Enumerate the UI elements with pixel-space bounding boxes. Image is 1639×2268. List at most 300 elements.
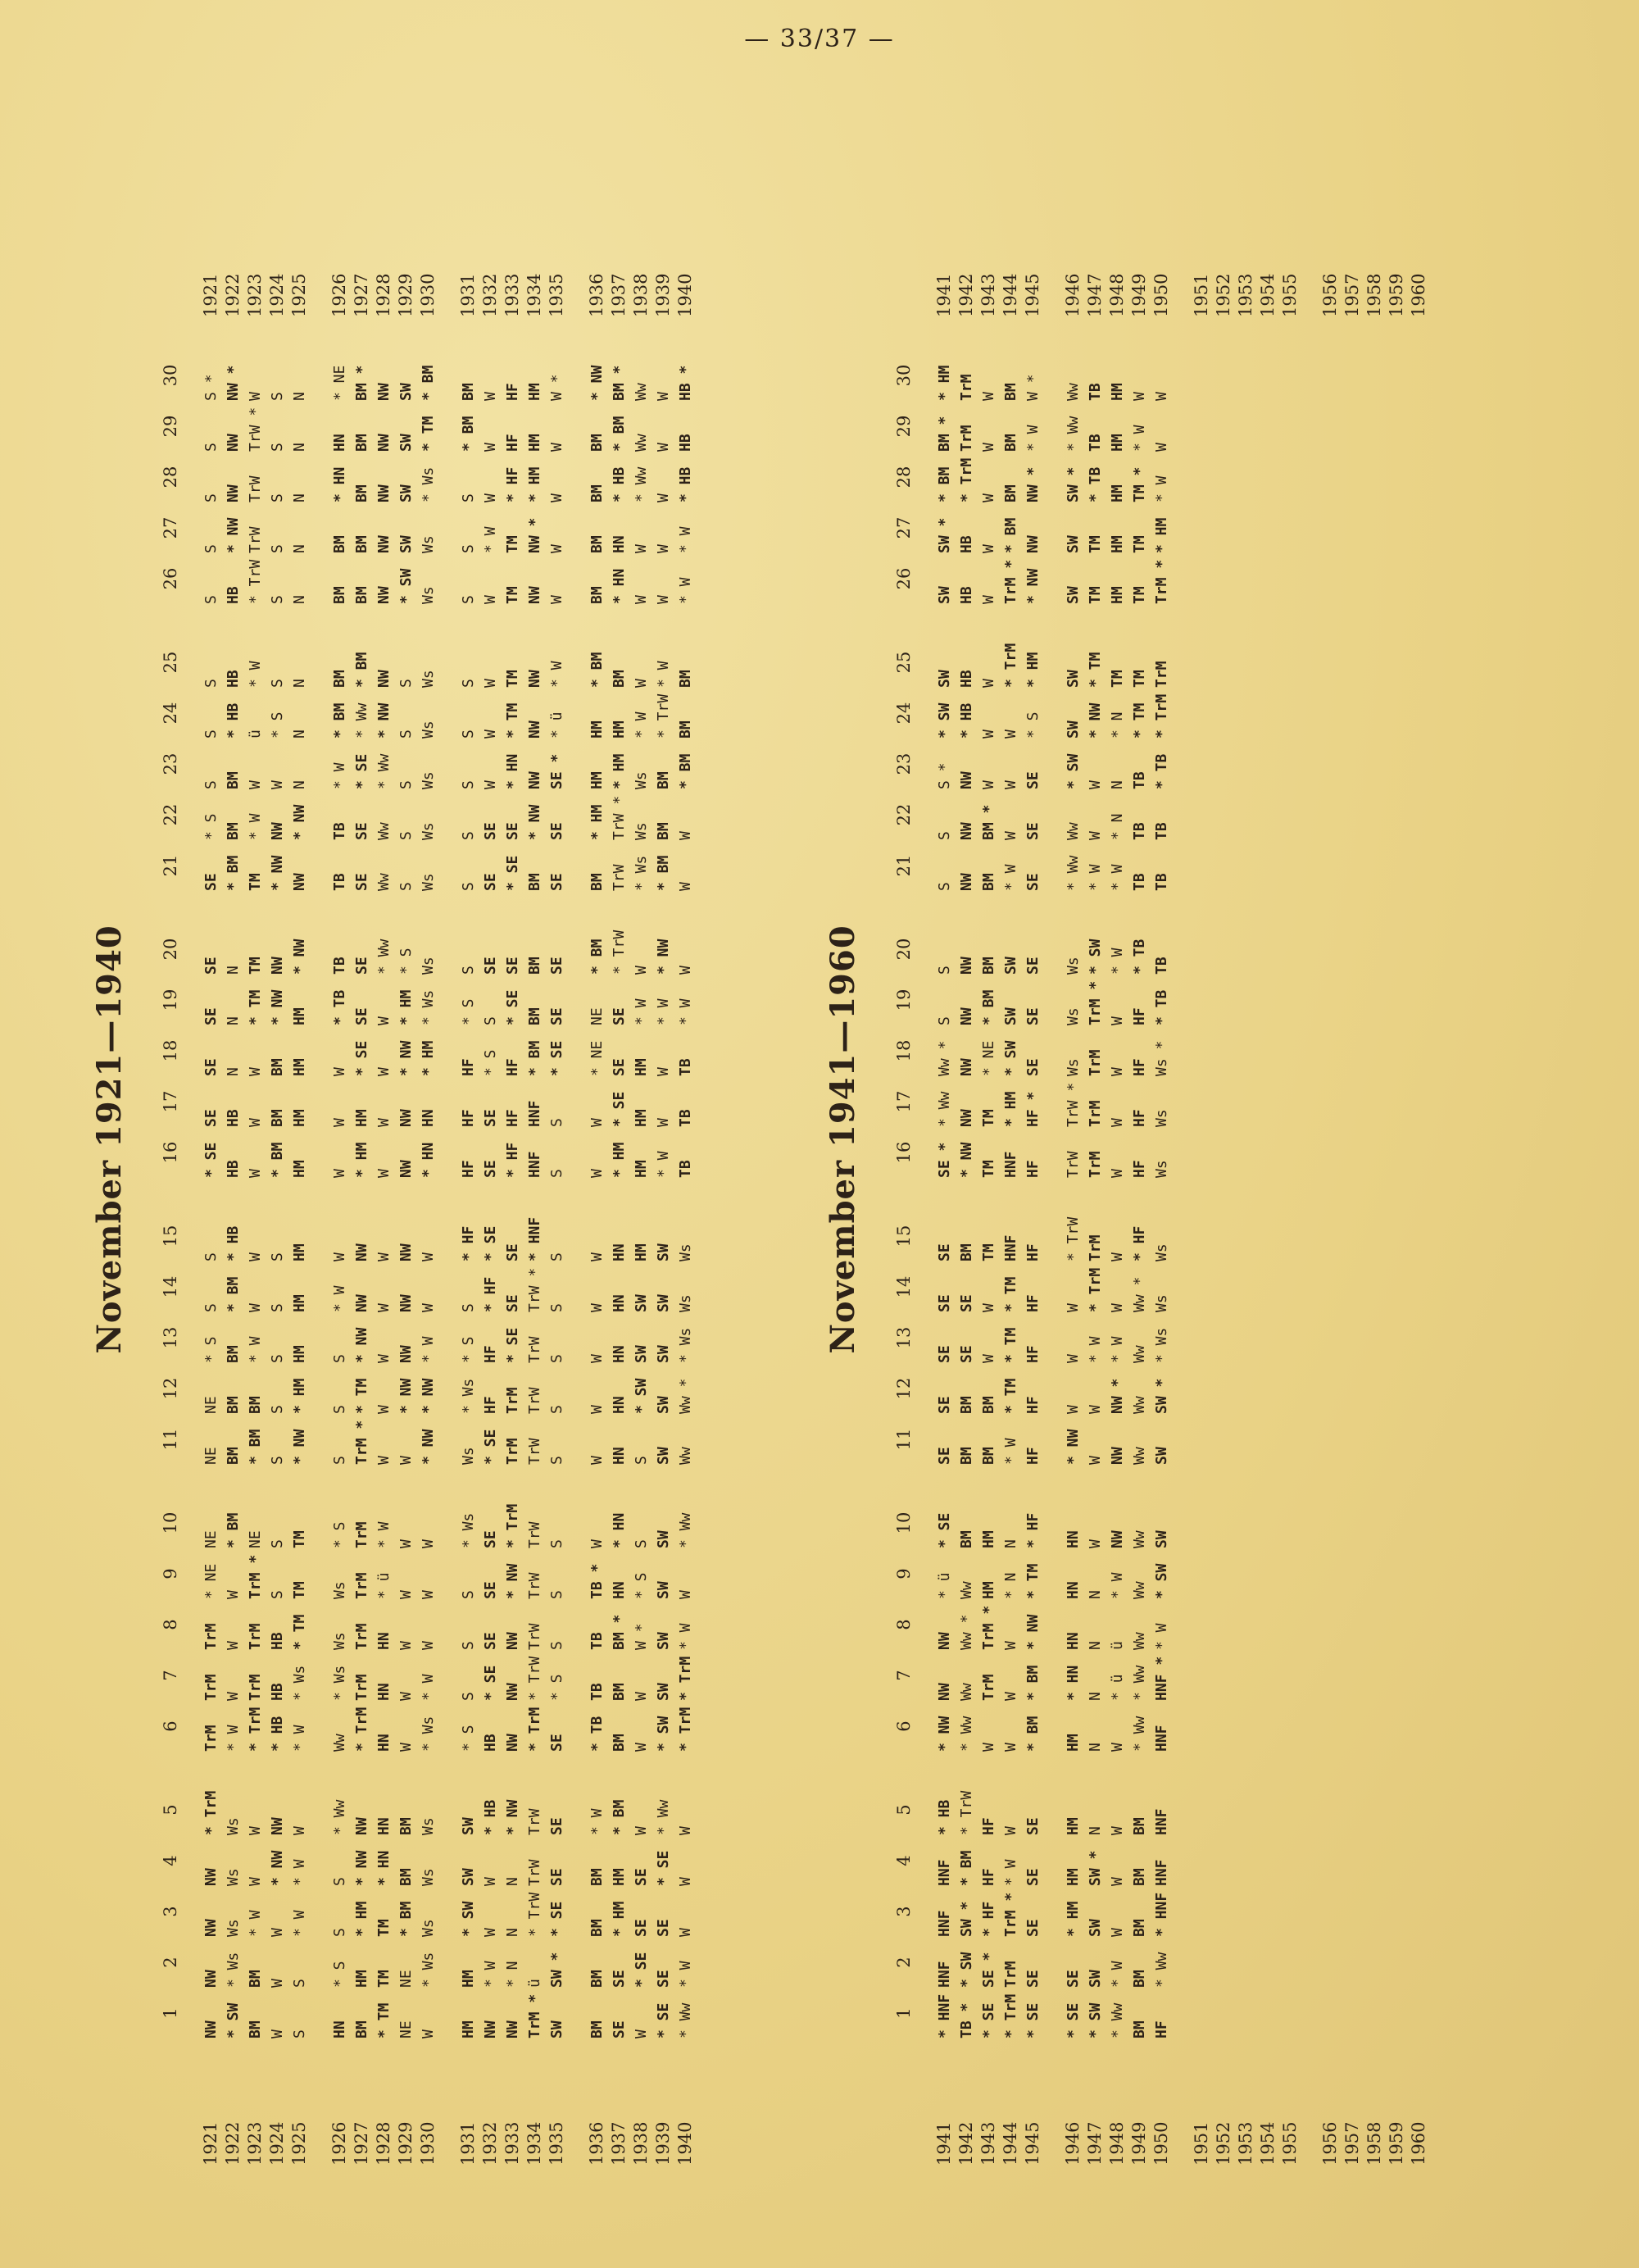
weather-type-cell: * NW: [504, 1563, 521, 1599]
day-header: 3: [161, 1906, 180, 1917]
day-header: 4: [161, 1855, 180, 1866]
weather-type-cell: [1386, 739, 1408, 789]
weather-type-cell: TrM *: [1002, 1892, 1019, 1937]
weather-type-cell: [1279, 1076, 1301, 1127]
weather-type-cell: BM: [611, 1683, 628, 1701]
weather-type-cell: [1319, 637, 1342, 688]
weather-type-cell: Ww: [1131, 1530, 1148, 1548]
column-gap: [674, 604, 697, 637]
day-header: 4: [894, 1855, 914, 1866]
weather-type-cell: Ws: [1153, 1109, 1170, 1127]
weather-type-cell: [1191, 1988, 1213, 2038]
weather-type-cell: [1191, 1211, 1213, 1261]
column-gap: [244, 891, 266, 924]
weather-type-cell: S: [548, 1456, 565, 1465]
weather-type-cell: [1279, 1701, 1301, 1752]
column-gap: [978, 1178, 1000, 1211]
weather-type-cell: W: [331, 1252, 348, 1261]
weather-type-cell: [1279, 502, 1301, 553]
weather-type-cell: [1213, 1548, 1235, 1599]
weather-type-cell: [1386, 1127, 1408, 1178]
weather-type-cell: S: [331, 1456, 348, 1465]
column-gap: [160, 604, 182, 637]
weather-type-cell: NW: [504, 1734, 521, 1752]
weather-type-cell: N: [1087, 1826, 1104, 1835]
weather-type-cell: Ws: [420, 1817, 437, 1835]
column-gap: [457, 1752, 479, 1784]
year-label-right: 1926: [329, 273, 349, 317]
weather-type-cell: * TM: [1024, 1563, 1042, 1599]
weather-type-cell: * NW: [1024, 568, 1042, 604]
weather-type-cell: [1364, 688, 1386, 739]
weather-type-cell: [1213, 1261, 1235, 1312]
column-gap: [1022, 1465, 1044, 1498]
weather-type-cell: BM: [331, 535, 348, 553]
group-spacer-cell: [915, 2038, 933, 2172]
weather-type-cell: HM: [291, 1243, 308, 1261]
weather-type-cell: BM: [980, 1447, 997, 1465]
column-gap: [1022, 1752, 1044, 1784]
day-header: 30: [161, 364, 180, 387]
column-gap: [1084, 604, 1106, 637]
weather-type-cell: BM: [526, 1007, 543, 1025]
weather-type-cell: HB: [677, 434, 694, 452]
weather-type-cell: * BM: [958, 1850, 975, 1886]
weather-type-cell: HF: [460, 1109, 477, 1127]
column-gap: [479, 604, 502, 637]
weather-type-cell: SE: [353, 873, 370, 891]
column-gap: [288, 604, 311, 637]
weather-type-cell: W: [588, 1303, 606, 1312]
weather-type-cell: [1386, 637, 1408, 688]
year-row: [1386, 219, 1408, 2172]
weather-type-cell: BM: [225, 771, 242, 789]
weather-type-cell: [1386, 1988, 1408, 2038]
weather-type-cell: BM: [353, 2020, 370, 2038]
header-spacer: [160, 2038, 182, 2172]
weather-type-cell: W: [633, 595, 650, 604]
column-gap: [1213, 1752, 1235, 1784]
column-gap: [933, 604, 956, 637]
weather-type-cell: * Ww: [655, 1799, 672, 1835]
weather-type-cell: [1235, 1599, 1257, 1650]
weather-type-cell: * W: [655, 1151, 672, 1178]
weather-type-cell: [1213, 1886, 1235, 1937]
weather-type-cell: SW: [655, 1683, 672, 1701]
weather-type-cell: * W: [1153, 475, 1170, 502]
weather-type-cell: SE: [482, 1530, 499, 1548]
weather-type-cell: NE: [588, 1007, 606, 1025]
weather-type-cell: S: [460, 1590, 477, 1599]
weather-type-cell: [1213, 1363, 1235, 1414]
day-header: 17: [161, 1090, 180, 1113]
weather-type-cell: [1191, 1312, 1213, 1363]
day-header: 23: [894, 752, 914, 775]
weather-type-cell: * BM: [397, 1901, 415, 1937]
weather-type-cell: W: [980, 544, 997, 553]
weather-type-cell: TrW: [611, 864, 628, 891]
weather-type-cell: [1257, 1261, 1279, 1312]
weather-type-cell: SE: [482, 1581, 499, 1599]
weather-type-cell: * TrW: [958, 1790, 975, 1835]
weather-type-cell: NW: [958, 1058, 975, 1076]
year-label: 1934: [524, 2121, 544, 2166]
year-row: [373, 219, 395, 2172]
weather-type-cell: BM: [655, 771, 672, 789]
weather-type-cell: [1386, 975, 1408, 1025]
weather-type-cell: * HB: [936, 1799, 953, 1835]
weather-type-cell: [1386, 1312, 1408, 1363]
weather-type-cell: * TB: [1131, 939, 1148, 975]
weather-type-cell: BM: [1131, 1970, 1148, 1988]
weather-type-cell: BM: [353, 535, 370, 553]
weather-type-cell: * W: [375, 1521, 393, 1548]
weather-type-cell: * W: [677, 577, 694, 604]
weather-type-cell: HM: [1109, 535, 1126, 553]
column-gap: [244, 604, 266, 637]
weather-type-cell: NW *: [1024, 466, 1042, 502]
day-header: 26: [161, 567, 180, 590]
weather-type-cell: BM: [588, 1868, 606, 1886]
group-spacer: [1044, 219, 1062, 2172]
weather-type-cell: * NW: [269, 989, 286, 1025]
weather-type-cell: [1342, 975, 1364, 1025]
weather-type-cell: SE: [504, 957, 521, 975]
weather-type-cell: HNF: [526, 1151, 543, 1178]
weather-type-cell: [1386, 1548, 1408, 1599]
weather-type-cell: [1191, 739, 1213, 789]
weather-type-cell: * W: [548, 661, 565, 688]
weather-type-cell: * NW: [291, 1429, 308, 1465]
weather-type-cell: SE: [1024, 822, 1042, 840]
weather-type-cell: BM: [588, 873, 606, 891]
weather-type-cell: * HB: [225, 702, 242, 739]
weather-type-cell: HM: [633, 1109, 650, 1127]
weather-type-cell: Ws: [420, 822, 437, 840]
weather-type-cell: S: [460, 544, 477, 553]
weather-type-cell: * BM: [1024, 1665, 1042, 1701]
weather-type-cell: * HM: [611, 1901, 628, 1937]
year-row: [479, 219, 502, 2172]
column-gap: [1106, 1752, 1128, 1784]
weather-type-cell: * BM: [1024, 1716, 1042, 1752]
weather-type-cell: HNF: [936, 1961, 953, 1988]
weather-type-cell: NW: [526, 771, 543, 789]
weather-type-cell: NW: [1109, 1530, 1126, 1548]
weather-type-cell: [1235, 1414, 1257, 1465]
weather-type-cell: [1342, 739, 1364, 789]
weather-type-cell: * BM: [1002, 517, 1019, 553]
weather-type-cell: [1386, 1211, 1408, 1261]
weather-type-cell: [1213, 1211, 1235, 1261]
column-gap: [1257, 891, 1279, 924]
weather-type-cell: S: [460, 831, 477, 840]
weather-type-cell: Ws: [1153, 1294, 1170, 1312]
weather-type-cell: Ww: [1065, 383, 1082, 401]
weather-type-cell: [1235, 1076, 1257, 1127]
column-gap: [1084, 891, 1106, 924]
weather-type-cell: W: [548, 595, 565, 604]
weather-type-cell: NE: [202, 1447, 220, 1465]
weather-type-cell: * ü: [936, 1572, 953, 1599]
column-gap: [160, 1465, 182, 1498]
column-gap: [956, 891, 978, 924]
weather-type-cell: S: [548, 1405, 565, 1414]
weather-type-cell: [1364, 452, 1386, 502]
weather-type-cell: W: [1087, 1405, 1104, 1414]
weather-type-cell: HN: [611, 535, 628, 553]
year-label: 1953: [1236, 2121, 1255, 2166]
weather-type-cell: [1342, 350, 1364, 401]
weather-type-cell: HM: [526, 383, 543, 401]
year-row: [1213, 219, 1235, 2172]
weather-type-cell: [1408, 502, 1430, 553]
weather-type-cell: SW: [655, 1632, 672, 1650]
weather-type-cell: W: [633, 966, 650, 975]
weather-type-cell: [1364, 924, 1386, 975]
year-label: 1922: [223, 2121, 243, 2166]
weather-type-cell: TB *: [958, 2002, 975, 2038]
weather-type-cell: * Ww: [1065, 416, 1082, 452]
year-label-right: 1956: [1320, 273, 1340, 317]
weather-type-cell: [1386, 688, 1408, 739]
weather-type-cell: HB: [225, 1160, 242, 1178]
weather-type-cell: N: [225, 966, 242, 975]
year-label: 1945: [1023, 2121, 1042, 2166]
weather-type-cell: Ws: [633, 822, 650, 840]
weather-type-cell: SE: [548, 1868, 565, 1886]
weather-type-cell: * Ws: [420, 989, 437, 1025]
weather-type-cell: [1235, 1937, 1257, 1988]
column-gap: [1191, 604, 1213, 637]
weather-type-cell: [1257, 1650, 1279, 1701]
weather-type-cell: N: [291, 544, 308, 553]
weather-type-cell: HN: [611, 1581, 628, 1599]
weather-type-cell: BM: [1002, 484, 1019, 502]
weather-type-cell: SE: [655, 1970, 672, 1988]
column-gap: [200, 1178, 222, 1211]
weather-type-cell: NW: [202, 1919, 220, 1937]
day-header: 1: [161, 2007, 180, 2019]
column-gap: [1279, 1178, 1301, 1211]
weather-type-cell: HF: [1131, 1058, 1148, 1076]
year-label: 1936: [587, 2121, 606, 2166]
column-gap: [933, 891, 956, 924]
weather-type-cell: * W: [247, 661, 264, 688]
weather-type-cell: HN: [375, 1683, 393, 1701]
weather-type-cell: W: [1087, 780, 1104, 789]
weather-type-cell: SE: [202, 957, 220, 975]
weather-type-cell: * S: [460, 998, 477, 1025]
weather-type-cell: W: [980, 1743, 997, 1752]
weather-type-cell: * NW: [1024, 1614, 1042, 1650]
weather-type-cell: TM: [504, 535, 521, 553]
weather-type-cell: [1319, 1937, 1342, 1988]
column-gap: [1342, 891, 1364, 924]
weather-type-cell: [1257, 452, 1279, 502]
group-spacer-cell: [182, 2038, 200, 2172]
weather-type-cell: BM: [980, 957, 997, 975]
weather-type-cell: W: [980, 1354, 997, 1363]
weather-type-cell: * HB: [225, 1225, 242, 1261]
column-gap: [1364, 604, 1386, 637]
weather-type-cell: [1408, 975, 1430, 1025]
weather-type-cell: NW: [397, 1160, 415, 1178]
weather-type-cell: [1279, 1312, 1301, 1363]
weather-type-cell: HNF *: [1153, 1656, 1170, 1701]
weather-type-cell: W: [677, 1826, 694, 1835]
weather-type-cell: * SE: [633, 1952, 650, 1988]
year-label: 1924: [267, 2121, 287, 2166]
weather-type-cell: * BM: [420, 365, 437, 401]
column-gap: [1342, 1752, 1364, 1784]
weather-type-cell: Ws: [420, 670, 437, 688]
weather-type-cell: [1213, 975, 1235, 1025]
weather-type-cell: W: [588, 1456, 606, 1465]
weather-type-cell: * HM: [353, 1901, 370, 1937]
weather-type-cell: [1386, 924, 1408, 975]
weather-type-cell: HNF: [1002, 1234, 1019, 1261]
year-row: [674, 219, 697, 2172]
weather-type-cell: * NW: [420, 1429, 437, 1465]
day-header: 27: [894, 516, 914, 539]
weather-type-cell: NW: [225, 484, 242, 502]
weather-type-cell: [1235, 1211, 1257, 1261]
weather-type-cell: [1213, 1599, 1235, 1650]
weather-type-cell: SW: [1065, 535, 1082, 553]
weather-type-cell: BM: [526, 957, 543, 975]
year-label-right: 1934: [524, 273, 544, 317]
weather-type-cell: [1235, 1025, 1257, 1076]
column-gap: [1191, 1752, 1213, 1784]
weather-type-cell: [1342, 637, 1364, 688]
weather-type-cell: HM: [1109, 383, 1126, 401]
year-label-right: 1947: [1085, 273, 1105, 317]
weather-type-cell: [1342, 401, 1364, 452]
weather-type-cell: TrM: [353, 1623, 370, 1650]
weather-type-cell: W: [588, 1405, 606, 1414]
weather-type-cell: * SE: [482, 1429, 499, 1465]
weather-type-cell: [1319, 1076, 1342, 1127]
weather-type-cell: * BM: [247, 1429, 264, 1465]
weather-type-cell: * Ws: [420, 1952, 437, 1988]
day-header: 10: [894, 1511, 914, 1534]
weather-type-cell: [1386, 1363, 1408, 1414]
weather-type-cell: BM: [1131, 1919, 1148, 1937]
weather-type-cell: SW: [633, 1345, 650, 1363]
column-gap: [933, 1465, 956, 1498]
year-label: 1949: [1129, 2121, 1149, 2166]
column-gap: [1022, 604, 1044, 637]
weather-type-cell: * TrW: [247, 559, 264, 604]
weather-type-cell: TB: [1153, 873, 1170, 891]
group-spacer: [568, 219, 586, 2172]
weather-type-cell: [1191, 1835, 1213, 1886]
weather-type-cell: Ws *: [1153, 1040, 1170, 1076]
column-gap: [373, 1178, 395, 1211]
year-row: [1235, 219, 1257, 2172]
weather-type-cell: [1257, 1211, 1279, 1261]
weather-type-cell: [1342, 1025, 1364, 1076]
weather-type-cell: [1386, 1599, 1408, 1650]
weather-type-cell: [1191, 1548, 1213, 1599]
weather-type-cell: W: [375, 1252, 393, 1261]
weather-type-cell: * W: [482, 526, 499, 553]
day-header: 12: [894, 1377, 914, 1400]
weather-type-cell: S: [460, 1692, 477, 1701]
weather-type-cell: TB: [331, 957, 348, 975]
weather-type-cell: HB: [269, 1632, 286, 1650]
day-header: 30: [894, 364, 914, 387]
group-spacer: [1173, 219, 1191, 2172]
weather-type-cell: [1319, 1261, 1342, 1312]
weather-type-cell: [1279, 1498, 1301, 1548]
weather-type-cell: W: [269, 780, 286, 789]
weather-type-cell: [1257, 1025, 1279, 1076]
weather-type-cell: S: [269, 1590, 286, 1599]
weather-type-cell: W: [420, 1641, 437, 1650]
weather-type-cell: * HM: [291, 1378, 308, 1414]
weather-type-cell: HM: [291, 1160, 308, 1178]
weather-type-cell: HF: [1131, 1160, 1148, 1178]
weather-type-cell: [1279, 350, 1301, 401]
column-gap: [200, 604, 222, 637]
weather-type-cell: [1408, 1886, 1430, 1937]
weather-type-cell: SE: [1024, 1919, 1042, 1937]
column-gap: [652, 1178, 674, 1211]
weather-type-cell: TB: [677, 1109, 694, 1127]
weather-type-cell: * HF: [460, 1225, 477, 1261]
weather-type-cell: S: [548, 1641, 565, 1650]
column-gap: [1191, 891, 1213, 924]
column-gap: [1386, 1178, 1408, 1211]
weather-type-cell: NW: [353, 1243, 370, 1261]
column-gap: [200, 1752, 222, 1784]
column-gap: [1151, 891, 1173, 924]
weather-type-cell: [1235, 1650, 1257, 1701]
column-gap: [674, 891, 697, 924]
column-gap: [608, 604, 630, 637]
weather-type-cell: * BM: [460, 416, 477, 452]
weather-type-cell: W *: [633, 1623, 650, 1650]
weather-type-cell: SE: [1024, 771, 1042, 789]
weather-type-cell: * SW: [1087, 2002, 1104, 2038]
weather-type-cell: * W: [1087, 1336, 1104, 1363]
column-gap: [524, 1178, 546, 1211]
weather-type-cell: [1257, 350, 1279, 401]
year-row: [1342, 219, 1364, 2172]
weather-type-cell: HB *: [677, 365, 694, 401]
weather-type-cell: TrW *: [247, 407, 264, 452]
weather-type-cell: * TrM: [353, 1707, 370, 1752]
weather-type-cell: TrW: [526, 1387, 543, 1414]
day-header: 27: [161, 516, 180, 539]
weather-type-cell: * SE: [611, 1091, 628, 1127]
column-gap: [244, 1178, 266, 1211]
weather-type-cell: [1191, 1261, 1213, 1312]
weather-type-cell: [1235, 401, 1257, 452]
weather-type-cell: [1257, 1701, 1279, 1752]
weather-type-cell: TM: [247, 873, 264, 891]
weather-type-cell: TM: [1131, 670, 1148, 688]
column-gap: [1000, 604, 1022, 637]
weather-type-cell: TrM *: [1153, 559, 1170, 604]
weather-type-cell: [1342, 1414, 1364, 1465]
weather-type-cell: [1408, 1835, 1430, 1886]
weather-type-cell: * NW: [936, 1716, 953, 1752]
weather-type-cell: S: [397, 679, 415, 688]
weather-type-cell: * NW: [397, 1378, 415, 1414]
